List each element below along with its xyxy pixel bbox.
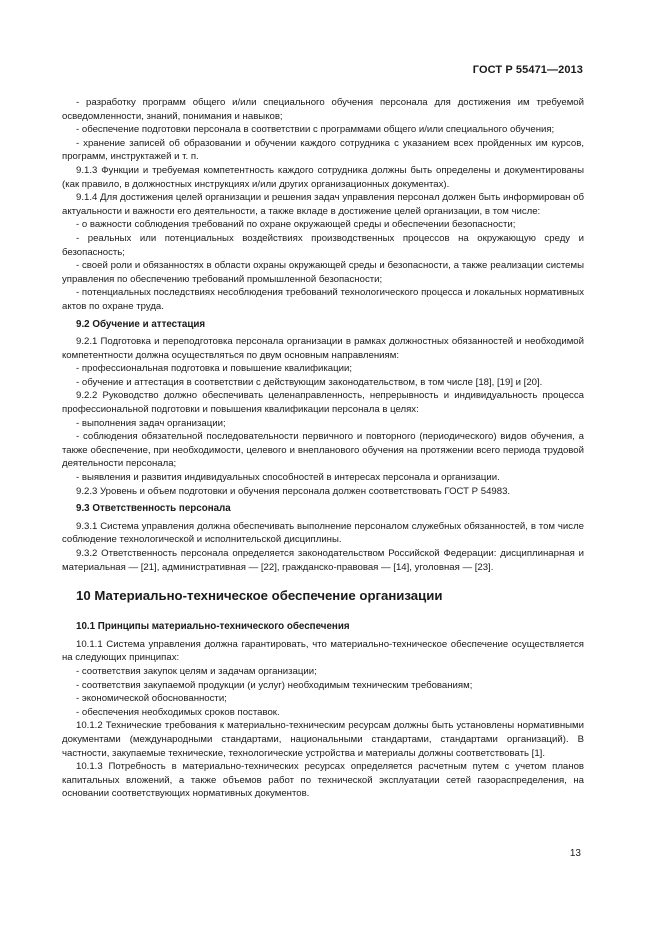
standard-designation: ГОСТ Р 55471—2013 xyxy=(472,64,583,76)
clause-9-2-2: 9.2.2 Руководство должно обеспечивать целенаправленность, непрерывность и индивидуальность процесса профессиональной подготовки и повышения квалификации персонала в целях: xyxy=(62,390,584,416)
list-item: - хранение записей об образовании и обучении каждого сотрудника с указанием всех пройденных им курсов, программ, инструктажей и т. п. xyxy=(62,137,584,163)
list-item: - реальных или потенциальных воздействиях производственных процессов на окружающую среду и безопасность; xyxy=(62,232,584,258)
list-item: - обучение и аттестация в соответствии с действующим законодательством, в том числе [18], [19] и [20]. xyxy=(76,376,543,388)
clause-9-3-1: 9.3.1 Система управления должна обеспечивать выполнение персоналом служебных обязанностей, в том числе соблюдение технологической и исполнительской дисциплины. xyxy=(62,520,584,546)
list-item: - разработку программ общего и/или специального обучения персонала для достижения им требуемой осведомленности, знаний, понимания и навыков; xyxy=(62,97,584,122)
list-item: - соблюдения обязательной последовательности первичного и повторного (периодического) видов обучения, а также обеспечение, при необходимости, целевого и внепланового обучения на протяжении всего периода трудовой деятельности персонала; xyxy=(62,431,584,470)
list-item: - выявления и развития индивидуальных способностей в интересах персонала и организации. xyxy=(76,472,500,484)
list-item: - о важности соблюдения требований по охране окружающей среды и обеспечении безопасности; xyxy=(76,219,516,231)
document-body xyxy=(62,96,584,801)
section-heading-9-2: 9.2 Обучение и аттестация xyxy=(76,318,206,330)
clause-9-1-4: 9.1.4 Для достижения целей организации и решения задач управления персонал должен быть информирован об актуальности и важности его деятельности, а также вкладе в достижение целей организации, в том числе: xyxy=(62,192,584,217)
list-item: - соответствия закупаемой продукции (и услуг) необходимым техническим требованиям; xyxy=(76,679,473,691)
list-item: - обеспечения необходимых сроков поставок. xyxy=(76,706,280,718)
section-heading-10-1: 10.1 Принципы материально-технического обеспечения xyxy=(76,621,350,633)
clause-9-1-3: 9.1.3 Функции и требуемая компетентность каждого сотрудника должны быть определены и документированы (как правило, в должностных инструкциях и/или других организационных документах). xyxy=(62,164,584,190)
chapter-heading-10: 10 Материально-техническое обеспечение организации xyxy=(76,588,443,604)
clause-10-1-1: 10.1.1 Система управления должна гарантировать, что материально-техническое обеспечение осуществляется на следующих принципах: xyxy=(62,638,584,664)
list-item: - своей роли и обязанностях в области охраны окружающей среды и безопасности, а также реализации системы управления по обеспечению требований промышленной безопасности; xyxy=(62,260,584,285)
list-item: - соответствия закупок целям и задачам организации; xyxy=(76,665,317,677)
list-item: - выполнения задач организации; xyxy=(76,417,226,429)
section-heading-9-3: 9.3 Ответственность персонала xyxy=(76,503,231,515)
clause-9-3-2: 9.3.2 Ответственность персонала определяется законодательством Российской Федерации: дисциплинарная и материальная — [21], административная — [22], гражданско-правовая — [14], уголовная — [23]. xyxy=(62,548,584,573)
clause-9-2-1: 9.2.1 Подготовка и переподготовка персонала организации в рамках должностных обязанностей и необходимой компетентности должна осуществляться по двум основным направлениям: xyxy=(62,336,584,361)
clause-10-1-2: 10.1.2 Технические требования к материально-техническим ресурсам должны быть установлены нормативными документами (международными стандартами, национальными стандартами, стандартами организаций). В частности, закупаемые технические, технологические устройства и материалы должны соответствовать [1]. xyxy=(62,720,584,759)
clause-9-2-3: 9.2.3 Уровень и объем подготовки и обучения персонала должен соответствовать ГОСТ Р 54983. xyxy=(76,485,511,497)
list-item: - экономической обоснованности; xyxy=(76,693,227,705)
page-number: 13 xyxy=(569,848,581,859)
clause-10-1-3: 10.1.3 Потребность в материально-технических ресурсах определяется расчетным путем с учетом планов капитальных вложений, а также объемов работ по технической эксплуатации сетей газораспределения, на основании соответствующих нормативных документов. xyxy=(62,761,584,800)
list-item: - потенциальных последствиях несоблюдения требований технологического процесса и локальных нормативных актов по охране труда. xyxy=(62,287,584,312)
list-item: - обеспечение подготовки персонала в соответствии с программами общего и/или специального обучения; xyxy=(76,124,555,136)
list-item: - профессиональная подготовка и повышение квалификации; xyxy=(76,363,353,375)
